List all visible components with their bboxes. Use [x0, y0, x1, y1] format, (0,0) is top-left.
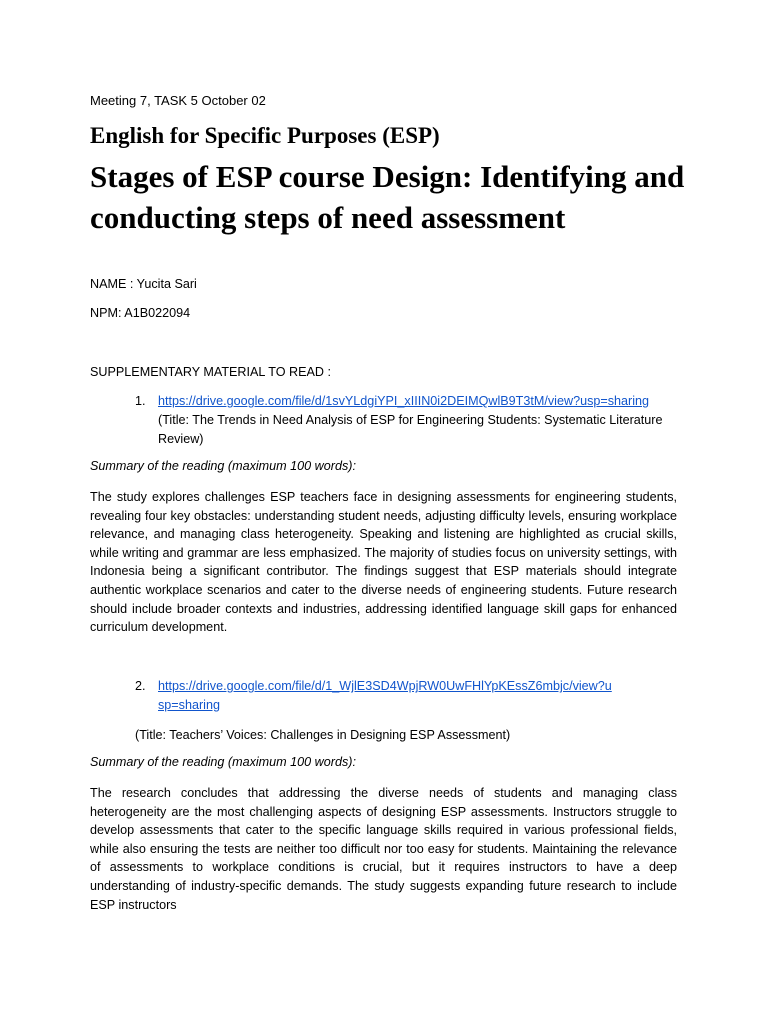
reading-1-link[interactable]: https://drive.google.com/file/d/1svYLdgiYPI_xIIIN0i2DEIMQwlB9T3tM/view?usp=sharing [158, 394, 650, 408]
course-subject: English for Specific Purposes (ESP) [90, 123, 440, 148]
student-name: NAME : Yucita Sari [90, 277, 197, 291]
reading-1-summary-label: Summary of the reading (maximum 100 words): [90, 459, 356, 473]
student-npm: NPM: A1B022094 [90, 306, 191, 320]
reading-1-summary: The study explores challenges ESP teachers face in designing assessments for engineering students, revealing four key obstacles: understanding student needs, adjusting difficulty levels, ensuring workplace relevance, and managing class heterogeneity. Speaking and listening are highlighted as crucial skills, while writing and grammar are less emphasized. The majority of studies focus on university settings, with Indonesia being a significant contributor. The findings suggest that ESP materials should integrate authentic workplace scenarios and cater to the diverse needs of engineering students. Future research should include broader contexts and industries, addressing identified language skill gaps for enhanced curriculum development. [90, 490, 677, 635]
reading-2-number: 2. [135, 679, 146, 693]
reading-2-link[interactable]: https://drive.google.com/file/d/1_WjlE3SD4WpjRW0UwFHlYpKEssZ6mbjc/view?usp=sharing [158, 679, 612, 712]
reading-1-title: (Title: The Trends in Need Analysis of ESP for Engineering Students: Systematic Literature Review) [158, 413, 663, 446]
meeting-line: Meeting 7, TASK 5 October 02 [90, 93, 266, 108]
supplementary-heading: SUPPLEMENTARY MATERIAL TO READ : [90, 365, 331, 379]
reading-2-title: (Title: Teachers’ Voices: Challenges in Designing ESP Assessment) [135, 728, 511, 742]
document-title: Stages of ESP course Design: Identifying and conducting steps of need assessment [90, 159, 685, 235]
reading-2-summary-label: Summary of the reading (maximum 100 words): [90, 755, 356, 769]
reading-1-number: 1. [135, 394, 146, 408]
reading-2-summary: The research concludes that addressing the diverse needs of students and managing class heterogeneity are the most challenging aspects of designing ESP assessments. Instructors struggle to develop assessments that cater to the specific language skills required in various professional fields, while also ensuring the tests are neither too difficult nor too easy for students. Maintaining the relevance of assessments to workplace conditions is crucial, but it requires instructors to have a deep understanding of industry-specific demands. The study suggests expanding future research to include ESP instructors [90, 786, 677, 912]
